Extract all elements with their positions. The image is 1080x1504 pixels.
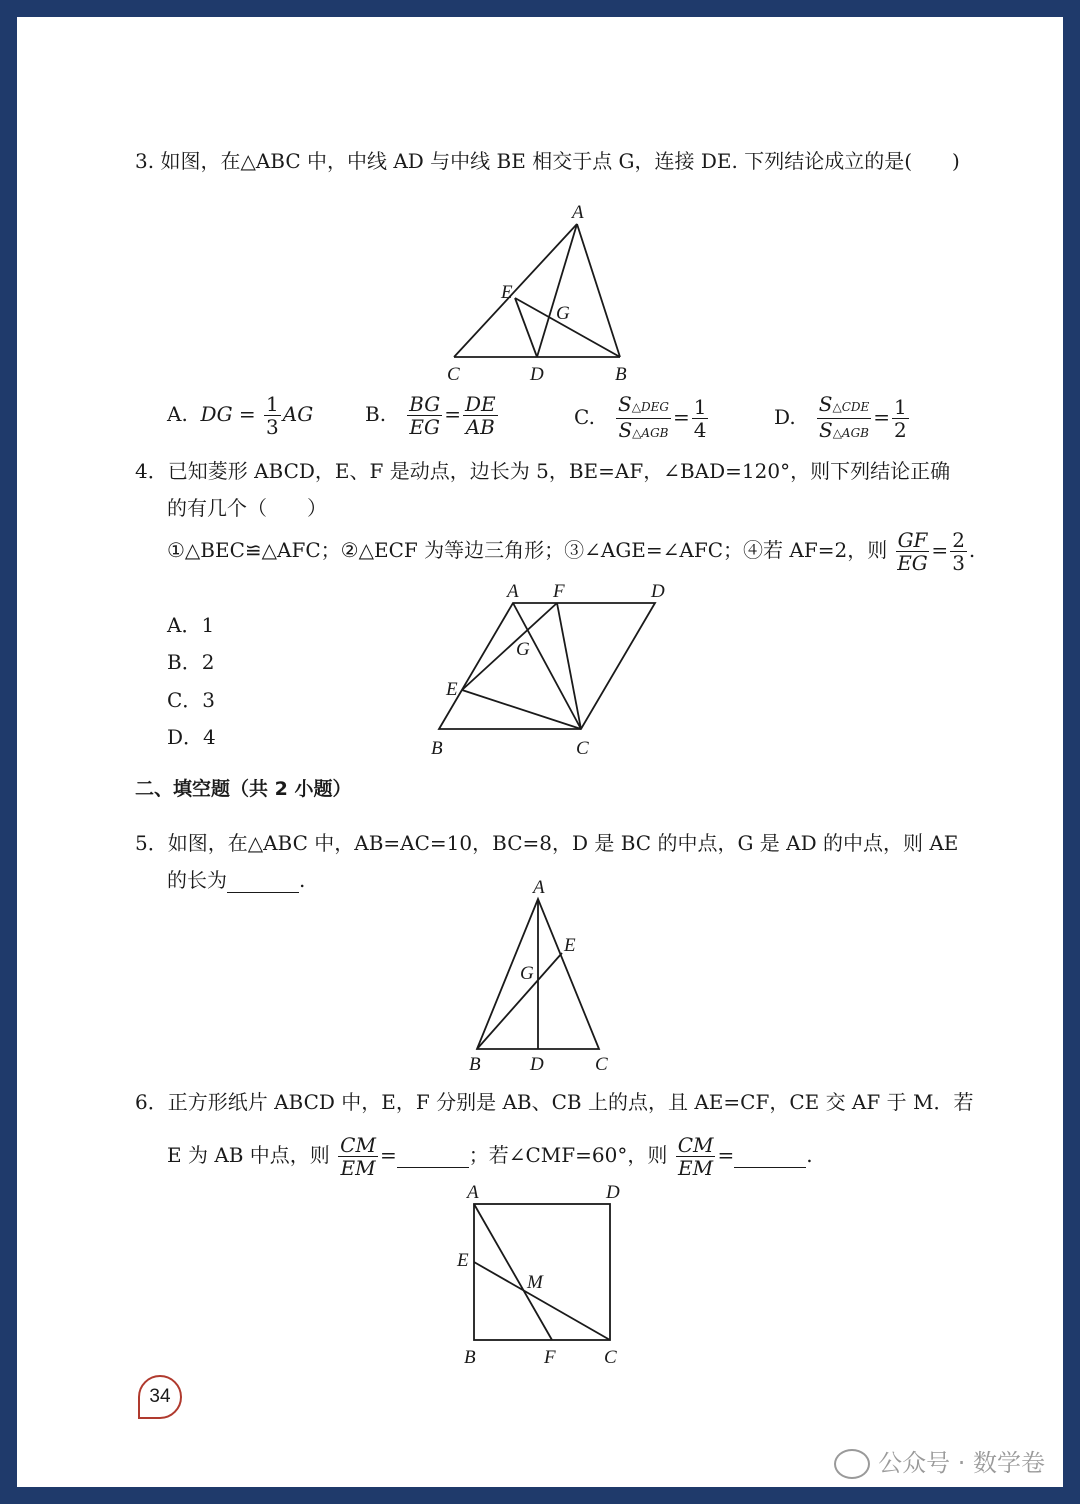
q4-label-a: A: [507, 581, 519, 602]
q4-label-f: F: [553, 581, 565, 602]
watermark: 公众号 · 数学卷: [834, 1443, 1045, 1479]
q3-option-d: D. $\frac{\text{S△CDE}}{\text{S△AGB}}$ = $\frac{1}{2}$: [774, 392, 907, 442]
q3-figure: [437, 202, 657, 385]
q4-label-e: E: [446, 679, 458, 700]
q3-label-c: C: [447, 364, 460, 385]
q3-option-a: A. DG = $\frac{1}{3}$ AG: [167, 392, 314, 439]
q6-label-m: M: [527, 1272, 543, 1293]
q4-option-d: D．4: [167, 725, 216, 749]
q5-label-d: D: [530, 1054, 544, 1075]
q3-stem: 3. 如图，在△ABC 中，中线 AD 与中线 BE 相交于点 G，连接 DE. 下列结论成立的是( ): [135, 149, 960, 173]
q3-label-g: G: [556, 303, 570, 324]
q6-label-e: E: [457, 1250, 469, 1271]
q5-label-g: G: [520, 963, 534, 984]
q6-label-d: D: [606, 1182, 620, 1203]
q4-option-c: C．3: [167, 688, 216, 712]
q4-option-b: B．2: [167, 650, 215, 674]
q6-stem-line2: E 为 AB 中点，则 $\frac{CM}{EM}$ = ；若∠CMF=60°，则 $\frac{CM}{EM}$ = .: [167, 1133, 813, 1180]
q4-label-b: B: [431, 738, 443, 759]
exam-page: [17, 17, 1063, 1487]
page-number-badge: 34: [138, 1375, 182, 1419]
wechat-icon: [834, 1449, 870, 1479]
q4-segment-ef: [462, 603, 557, 690]
q4-stem-line2: 的有几个（ ）: [167, 496, 327, 520]
q5-label-b: B: [469, 1054, 481, 1075]
q6-stem-line1: 6．正方形纸片 ABCD 中，E，F 分别是 AB、CB 上的点，且 AE=CF，CE 交 AF 于 M．若: [135, 1090, 974, 1114]
q6-label-b: B: [464, 1347, 476, 1368]
q5-label-c: C: [595, 1054, 608, 1075]
q5-figure: [467, 877, 627, 1077]
q6-answer-blank-2[interactable]: [734, 1143, 806, 1168]
q5-answer-blank[interactable]: [227, 868, 299, 893]
q4-label-g: G: [516, 639, 530, 660]
q4-segment-fc: [557, 603, 581, 729]
q4-option-a: A．1: [167, 613, 215, 637]
section-2-heading: 二、填空题（共 2 小题）: [135, 778, 352, 800]
q6-label-a: A: [467, 1182, 479, 1203]
q4-figure: [427, 582, 687, 772]
q6-label-c: C: [604, 1347, 617, 1368]
q6-answer-blank-1[interactable]: [397, 1143, 469, 1168]
q3-median-ad: [537, 224, 577, 357]
q3-label-b: B: [615, 364, 627, 385]
q5-label-a: A: [533, 877, 545, 898]
q3-label-a: A: [572, 202, 584, 223]
q5-stem-line2: 的长为 .: [167, 868, 306, 892]
q5-stem-line1: 5．如图，在△ABC 中，AB=AC=10，BC=8，D 是 BC 的中点，G 是 AD 的中点，则 AE: [135, 831, 959, 855]
q3-segment-de: [515, 298, 537, 357]
q4-statements: ①△BEC≌△AFC；②△ECF 为等边三角形；③∠AGE=∠AFC；④若 AF=2，则 $\frac{GF}{EG}$ = $\frac{2}{3}$ .: [167, 528, 976, 575]
q3-label-d: D: [530, 364, 544, 385]
q5-label-e: E: [564, 935, 576, 956]
q3-option-c: C. $\frac{\text{S△DEG}}{\text{S△AGB}}$ = $\frac{1}{4}$: [574, 392, 707, 442]
q3-edge-ac: [454, 224, 577, 357]
q4-label-c: C: [576, 738, 589, 759]
q3-label-e: E: [501, 282, 513, 303]
q3-option-b: B. $\frac{BG}{EG}$ = $\frac{DE}{AB}$: [365, 392, 496, 439]
q6-figure: [457, 1182, 657, 1372]
q4-label-d: D: [651, 581, 665, 602]
q4-stem-line1: 4．已知菱形 ABCD，E、F 是动点，边长为 5，BE=AF，∠BAD=120°，则下列结论正确: [135, 459, 951, 483]
q6-label-f: F: [544, 1347, 556, 1368]
